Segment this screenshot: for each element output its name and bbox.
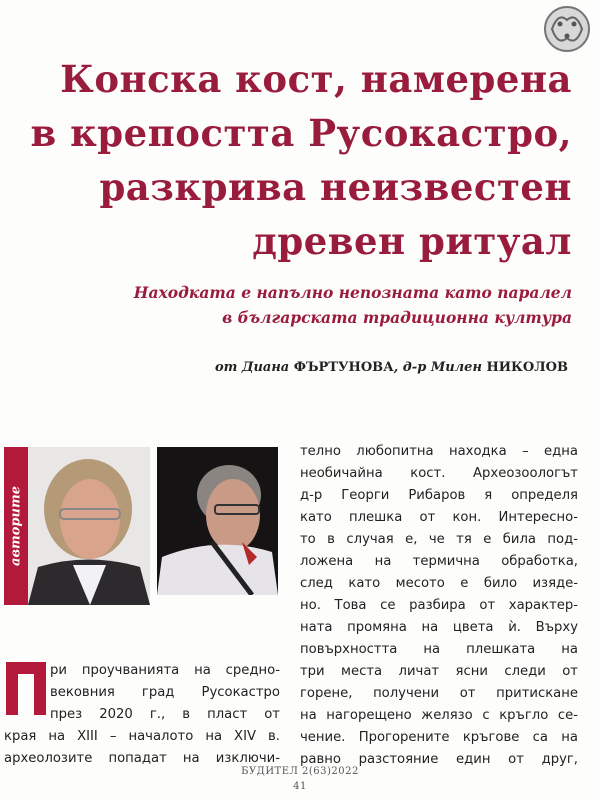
text-line: то в случая е, че тя е била под-: [300, 532, 578, 547]
text-line: вековния град Русокастро: [50, 685, 280, 700]
article-subtitle: [134, 280, 572, 330]
authors-tab-label: авторите: [8, 486, 24, 566]
text-line: ри проучванията на средно-: [50, 663, 280, 678]
ornament-icon: [540, 4, 594, 54]
article-title: [30, 52, 572, 268]
text-line: като плешка от кон. Интересно-: [300, 510, 578, 525]
text-line: през 2020 г., в пласт от: [50, 707, 280, 722]
text-line: равно разстояние един от друг,: [300, 752, 578, 767]
byline: [215, 360, 568, 375]
text-line: чение. Прогорените кръгове са на: [300, 730, 578, 745]
author-1: ФЪРТУНОВА: [293, 360, 394, 375]
title-line: Конска кост, намерена: [60, 57, 572, 101]
title-line: разкрива неизвестен: [99, 165, 572, 209]
text-line: д-р Георги Рибаров я определя: [300, 488, 578, 503]
right-column-text: [300, 441, 578, 771]
text-line: телно любопитна находка – една: [300, 444, 578, 459]
text-line: ложена на термична обработка,: [300, 554, 578, 569]
page-number: 41: [293, 781, 307, 792]
authors-tab: [4, 447, 28, 605]
text-line: три места личат ясни следи от: [300, 664, 578, 679]
text-line: след като месото е било изяде-: [300, 576, 578, 591]
title-line: древен ритуал: [252, 219, 572, 263]
text-line: ната промяна на цвета ѝ. Върху: [300, 620, 578, 635]
subtitle-line: в българската традиционна култура: [222, 308, 572, 327]
text-line: повърхността на плешката на: [300, 642, 578, 657]
text-line: археолозите попадат на изключи-: [4, 751, 280, 766]
byline-prefix: от Диана: [214, 360, 290, 375]
author-2: НИКОЛОВ: [486, 360, 568, 375]
text-line: но. Това се разбира от характер-: [300, 598, 578, 613]
subtitle-line: Находката е напълно непозната като паралел: [133, 283, 572, 302]
author-photo-man: [157, 447, 278, 595]
byline-sep: , д-р Милен: [393, 360, 482, 375]
footer-magazine: БУДИТЕЛ 2(63)2022: [241, 766, 359, 777]
text-line: необичайна кост. Археозоологът: [300, 466, 578, 481]
text-line: на нагорещено желязо с кръгло се-: [300, 708, 578, 723]
text-line: края на XIII – началото на XIV в.: [4, 729, 280, 744]
author-photo-woman: [28, 447, 150, 605]
left-column-text: [4, 660, 280, 770]
title-line: в крепостта Русокастро,: [30, 111, 572, 155]
text-line: горене, получени от притискане: [300, 686, 578, 701]
